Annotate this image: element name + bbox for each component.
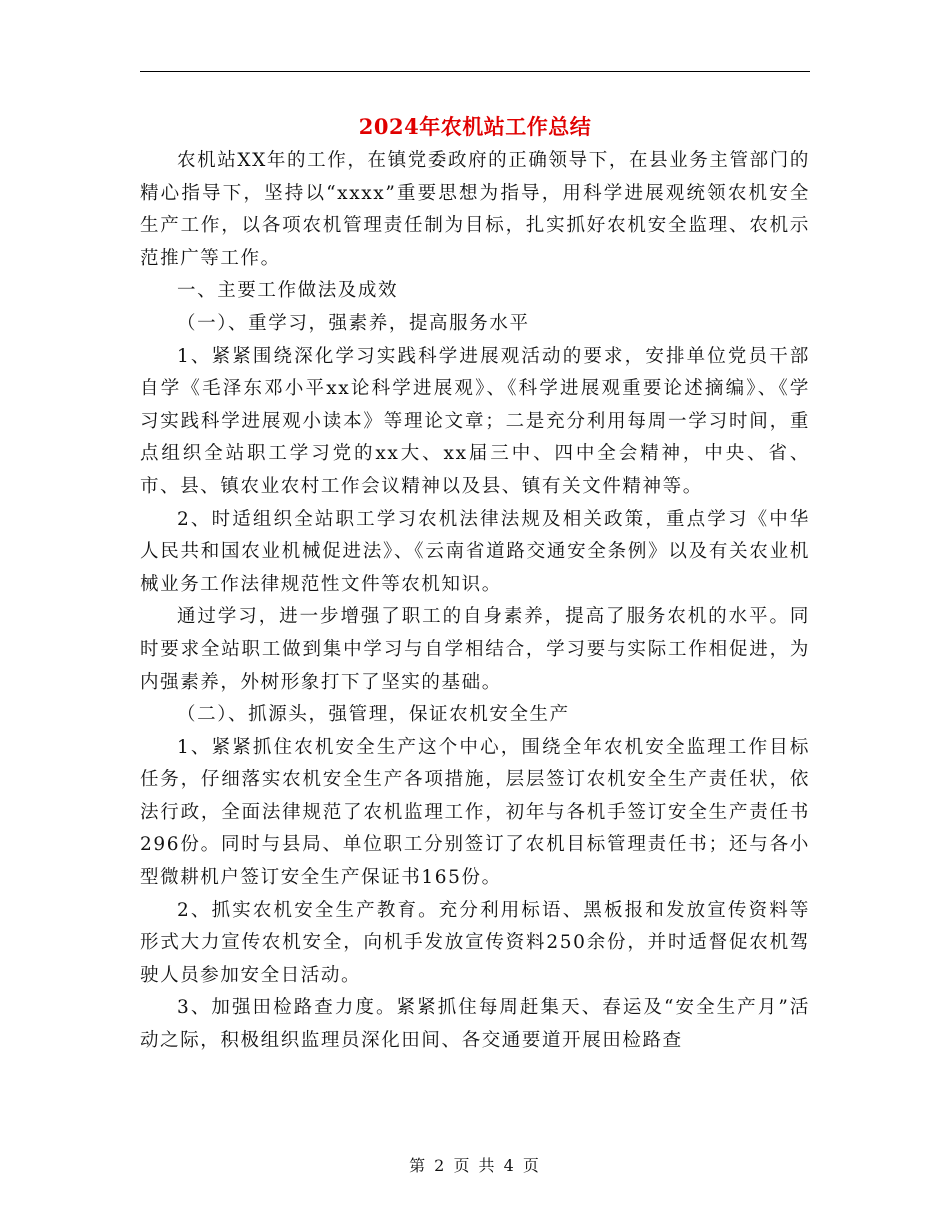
- intro-paragraph: 农机站XX年的工作，在镇党委政府的正确领导下，在县业务主管部门的精心指导下，坚持以“xxxx”重要思想为指导，用科学进展观统领农机安全生产工作，以各项农机管理责任制为目标，扎实抓好农机安全监理、农机示范推广等工作。: [140, 150, 810, 269]
- document-body: [140, 145, 810, 1058]
- body-paragraph: 2、时适组织全站职工学习农机法律法规及相关政策，重点学习《中华人民共和国农业机械促进法》、《云南省道路交通安全条例》以及有关农业机械业务工作法律规范性文件等农机知识。: [140, 508, 810, 595]
- page-number: 第 2 页 共 4 页: [409, 1156, 541, 1175]
- document-title: 2024年农机站工作总结: [358, 114, 592, 139]
- body-paragraph: 1、紧紧围绕深化学习实践科学进展观活动的要求，安排单位党员干部自学《毛泽东邓小平xx论科学进展观》、《科学进展观重要论述摘编》、《学习实践科学进展观小读本》等理论文章；二是充分利用每周一学习时间，重点组织全站职工学习党的xx大、xx届三中、四中全会精神，中央、省、市、县、镇农业农村工作会议精神以及县、镇有关文件精神等。: [140, 345, 810, 497]
- body-paragraph: 1、紧紧抓住农机安全生产这个中心，围绕全年农机安全监理工作目标任务，仔细落实农机安全生产各项措施，层层签订农机安全生产责任状，依法行政，全面法律规范了农机监理工作，初年与各机手签订安全生产责任书296份。同时与县局、单位职工分别签订了农机目标管理责任书；还与各小型微耕机户签订安全生产保证书165份。: [140, 736, 810, 889]
- body-paragraph: 3、加强田检路查力度。紧紧抓住每周赶集天、春运及“安全生产月”活动之际，积极组织监理员深化田间、各交通要道开展田检路查: [140, 997, 810, 1052]
- section-heading-1: 一、主要工作做法及成效: [177, 280, 399, 302]
- body-paragraph: 通过学习，进一步增强了职工的自身素养，提高了服务农机的水平。同时要求全站职工做到集中学习与自学相结合，学习要与实际工作相促进，为内强素养，外树形象打下了坚实的基础。: [140, 606, 810, 693]
- subsection-heading-1: （一）、重学习，强素养，提高服务水平: [177, 312, 530, 334]
- body-paragraph: 2、抓实农机安全生产教育。充分利用标语、黑板报和发放宣传资料等形式大力宣传农机安全，向机手发放宣传资料250余份，并时适督促农机驾驶人员参加安全日活动。: [140, 899, 810, 986]
- subsection-heading-2: （二）、抓源头，强管理，保证农机安全生产: [177, 704, 570, 726]
- header-rule: [140, 71, 810, 72]
